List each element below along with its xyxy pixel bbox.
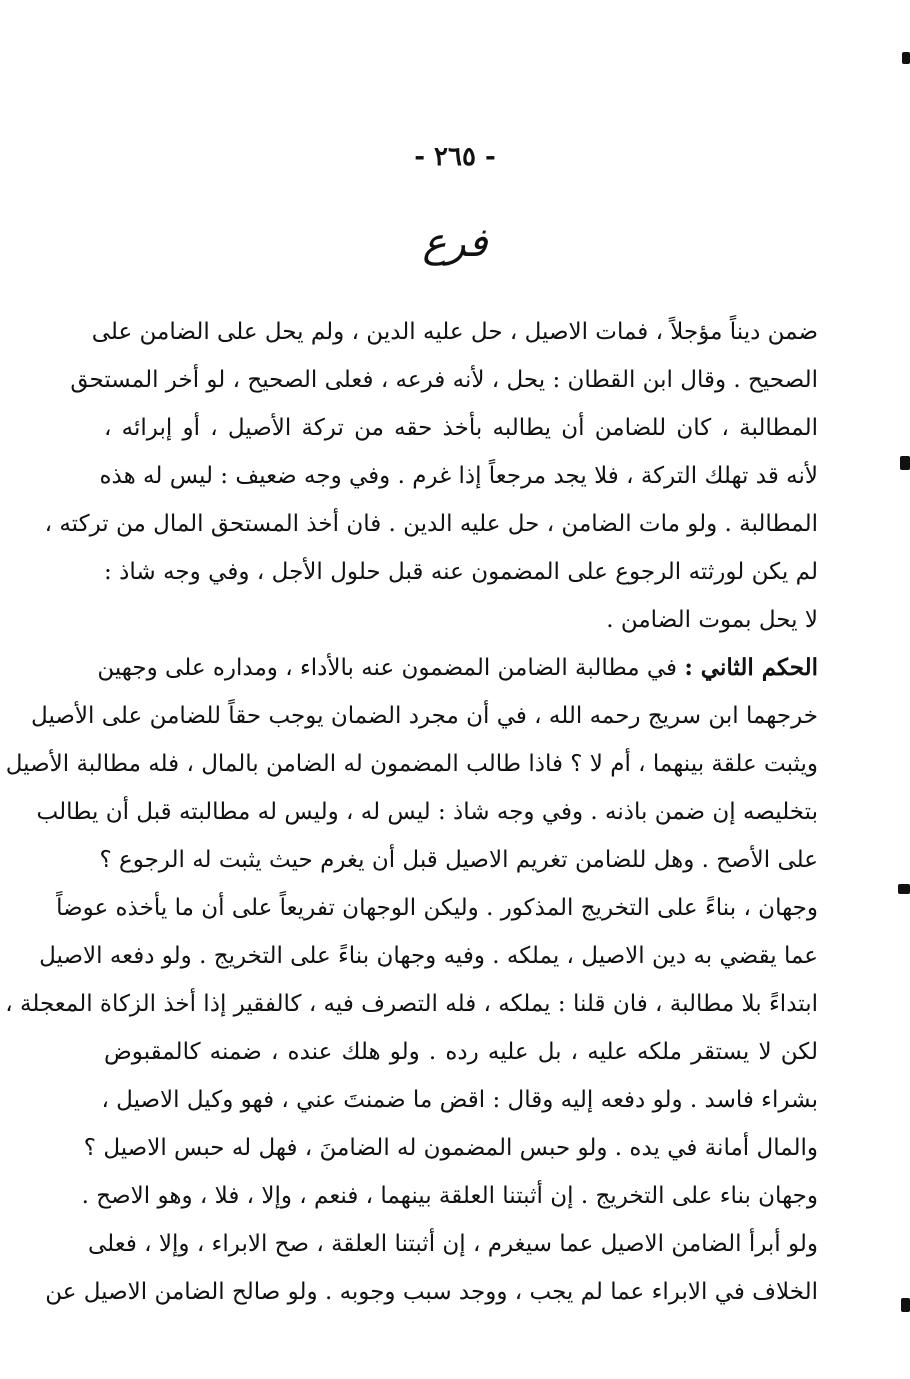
scan-edge-mark: [898, 884, 910, 894]
text-line: والمال أمانة في يده . ولو حبس المضمون له الضامنَ ، فهل له حبس الاصيل ؟: [83, 1135, 818, 1161]
text-line: خرجهما ابن سريج رحمه الله ، في أن مجرد الضمان يوجب حقاً للضامن على الأصيل: [31, 703, 818, 729]
text-line: المطالبة . ولو مات الضامن ، حل عليه الدين . فان أخذ المستحق المال من تركته ،: [44, 511, 818, 537]
text-line: لا يحل بموت الضامن .: [606, 607, 818, 633]
body-text: [5, 308, 818, 1316]
section-title: فرع: [422, 220, 488, 266]
text-line: عما يقضي به دين الاصيل ، يملكه . وفيه وجهان بناءً على التخريج . ولو دفعه الاصيل: [39, 943, 818, 969]
text-line: الصحيح . وقال ابن القطان : يحل ، لأنه فرعه ، فعلى الصحيح ، لو أخر المستحق: [70, 367, 818, 393]
text-line: بتخليصه إن ضمن باذنه . وفي وجه شاذ : ليس له ، وليس له مطالبته قبل أن يطالب: [36, 799, 818, 825]
scan-edge-mark: [901, 1298, 910, 1312]
paragraph-lead: الحكم الثاني :: [684, 654, 818, 681]
scan-edge-mark: [902, 52, 910, 64]
text-line: ابتداءً بلا مطالبة ، فان قلنا : يملكه ، فله التصرف فيه ، كالفقير إذا أخذ الزكاة المعجلة ،: [5, 991, 818, 1017]
text-line: المطالبة ، كان للضامن أن يطالبه بأخذ حقه من تركة الأصيل ، أو إبرائه ،: [104, 415, 818, 441]
text-line-rest: في مطالبة الضامن المضمون عنه بالأداء ، ومداره على وجهين: [97, 655, 685, 681]
text-line: لأنه قد تهلك التركة ، فلا يجد مرجعاً إذا غرم . وفي وجه ضعيف : ليس له هذه: [99, 463, 818, 489]
page-number: - ٢٦٥ -: [414, 142, 496, 172]
text-line: الخلاف في الابراء عما لم يجب ، ووجد سبب وجوبه . ولو صالح الضامن الاصيل عن: [45, 1279, 818, 1305]
text-line: ويثبت علقة بينهما ، أم لا ؟ فاذا طالب المضمون له الضامن بالمال ، فله مطالبة الأصيل: [5, 751, 818, 777]
text-line-with-heading: [97, 644, 818, 692]
text-line: بشراء فاسد . ولو دفعه إليه وقال : اقض ما ضمنتَ عني ، فهو وكيل الاصيل ،: [101, 1087, 818, 1113]
text-line: وجهان ، بناءً على التخريج المذكور . وليكن الوجهان تفريعاً على أن ما يأخذه عوضاً: [56, 895, 818, 921]
text-line: على الأصح . وهل للضامن تغريم الاصيل قبل أن يغرم حيث يثبت له الرجوع ؟: [99, 847, 818, 873]
text-line: وجهان بناء على التخريج . إن أثبتنا العلقة بينهما ، فنعم ، وإلا ، فلا ، وهو الاصح .: [81, 1183, 818, 1209]
text-line: ولو أبرأ الضامن الاصيل عما سيغرم ، إن أثبتنا العلقة ، صح الابراء ، وإلا ، فعلى: [87, 1231, 818, 1257]
scan-edge-mark: [900, 456, 910, 470]
text-line: ضمن ديناً مؤجلاً ، فمات الاصيل ، حل عليه الدين ، ولم يحل على الضامن على: [91, 319, 818, 345]
text-line: لم يكن لورثته الرجوع على المضمون عنه قبل حلول الأجل ، وفي وجه شاذ :: [104, 559, 818, 585]
text-line: لكن لا يستقر ملكه عليه ، بل عليه رده . ولو هلك عنده ، ضمنه كالمقبوض: [104, 1039, 818, 1065]
